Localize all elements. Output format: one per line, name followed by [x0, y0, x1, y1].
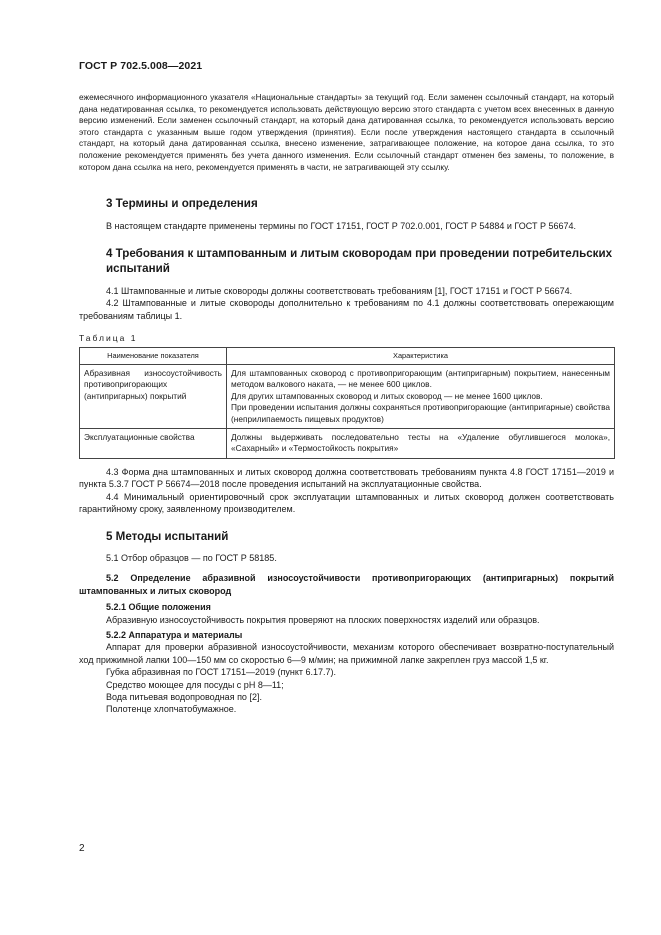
apparatus-item: Средство моющее для посуды с pH 8—11;	[106, 679, 284, 690]
characteristic-line: Для других штампованных сковород и литых сковород — не менее 1600 циклов.	[231, 390, 543, 401]
clause-5-2-heading: 5.2 Определение абразивной износоустойчивости противопригорающих (антипригарных) покрытий штампованных и литых сковород	[79, 573, 614, 596]
document-header: ГОСТ Р 702.5.008—2021	[79, 60, 203, 72]
intro-paragraph: ежемесячного информационного указателя «Национальные стандарты» за текущий год. Если заменен ссылочный стандарт, на который дана недатированная ссылка, то рекомендуется использовать действующую версию этого стандарта с учетом всех внесенных в данную версию изменений. Если заменен ссылочный стандарт, на который дана датированная ссылка, то рекомендуется использовать версию этого стандарта с указанным выше годом утверждения (принятия). Если после утверждения настоящего стандарта в ссылочный стандарт, на который дана датированная ссылка, внесено изменение, затрагивающее положение, на которое дана ссылка, то это положение рекомендуется применять без учета данного изменения. Если ссылочный стандарт отменен без замены, то положение, в котором дана ссылка на него, рекомендуется применять в части, не затрагивающей эту ссылку.	[79, 92, 614, 172]
document-body	[79, 92, 614, 716]
clause-4-4: 4.4 Минимальный ориентировочный срок эксплуатации штампованных и литых сковород должен соответствовать гарантийному сроку, заявленному производителем.	[79, 491, 614, 515]
clause-4-2: 4.2 Штампованные и литые сковороды дополнительно к требованиям по 4.1 должны соответствовать опережающим требованиям таблицы 1.	[79, 298, 614, 321]
table-cell-characteristic	[227, 429, 615, 459]
table-cell-name: Эксплуатационные свойства	[80, 429, 227, 459]
clause-4-3: 4.3 Форма дна штампованных и литых сковород должна соответствовать требованиям пункта 4.8 ГОСТ 17151—2019 и пункта 5.3.7 ГОСТ Р 56674—2018 после проведения испытаний на эксплуатационные свойства.	[79, 466, 614, 490]
page-number: 2	[79, 843, 85, 854]
requirements-table	[79, 347, 615, 459]
table-caption: Таблица 1	[79, 333, 138, 343]
characteristic-line: Должны выдерживать последовательно тесты на «Удаление обуглившегося молока», «Сахарный» и «Термостойкость покрытия»	[231, 432, 610, 454]
clause-5-2-1-paragraph: Абразивную износоустойчивость покрытия проверяют на плоских поверхностях изделий или образцов.	[106, 614, 540, 625]
apparatus-item: Вода питьевая водопроводная по [2].	[106, 691, 262, 702]
section-3-heading: 3 Термины и определения	[106, 197, 258, 211]
apparatus-item: Губка абразивная по ГОСТ 17151—2019 (пункт 6.17.7).	[106, 667, 337, 678]
clause-5-2-2-heading: 5.2.2 Аппаратура и материалы	[106, 629, 243, 640]
table-row	[80, 429, 615, 459]
characteristic-line: При проведении испытания должны сохраняться противопригорающие (антипригарные) свойства (неприлипаемость пищевых продуктов)	[231, 402, 610, 424]
table-cell-characteristic	[227, 365, 615, 429]
table-header-row	[80, 348, 615, 365]
apparatus-item: Аппарат для проверки абразивной износоустойчивости, механизм которого обеспечивает возвратно-поступательный ход прижимной лапки 100—150 мм со скоростью 6—9 м/мин; на прижимной лапке закреплен груз массой 1,5 кг.	[79, 642, 614, 665]
section-5-heading: 5 Методы испытаний	[106, 530, 229, 544]
table-cell-name: Абразивная износоустойчивость противопригорающих (антипригарных) покрытий	[80, 365, 227, 429]
table-row	[80, 365, 615, 429]
section-3-paragraph: В настоящем стандарте применены термины по ГОСТ 17151, ГОСТ Р 702.0.001, ГОСТ Р 54884 и ГОСТ Р 56674.	[106, 220, 576, 231]
table-header-cell: Характеристика	[227, 348, 615, 365]
table-header-cell: Наименование показателя	[80, 348, 227, 365]
section-4-heading: 4 Требования к штампованным и литым сковородам при проведении потребительских испытаний	[106, 246, 613, 276]
clause-5-2-1-heading: 5.2.1 Общие положения	[106, 602, 211, 613]
characteristic-line: Для штампованных сковород с противопригорающим (антипригарным) покрытием, нанесенным методом валкового наката, — не менее 600 циклов.	[231, 368, 610, 390]
apparatus-item: Полотенце хлопчатобумажное.	[106, 704, 237, 715]
clause-5-1: 5.1 Отбор образцов — по ГОСТ Р 58185.	[106, 552, 277, 563]
clause-4-1: 4.1 Штампованные и литые сковороды должны соответствовать требованиям [1], ГОСТ 17151 и ГОСТ Р 56674.	[106, 285, 573, 296]
